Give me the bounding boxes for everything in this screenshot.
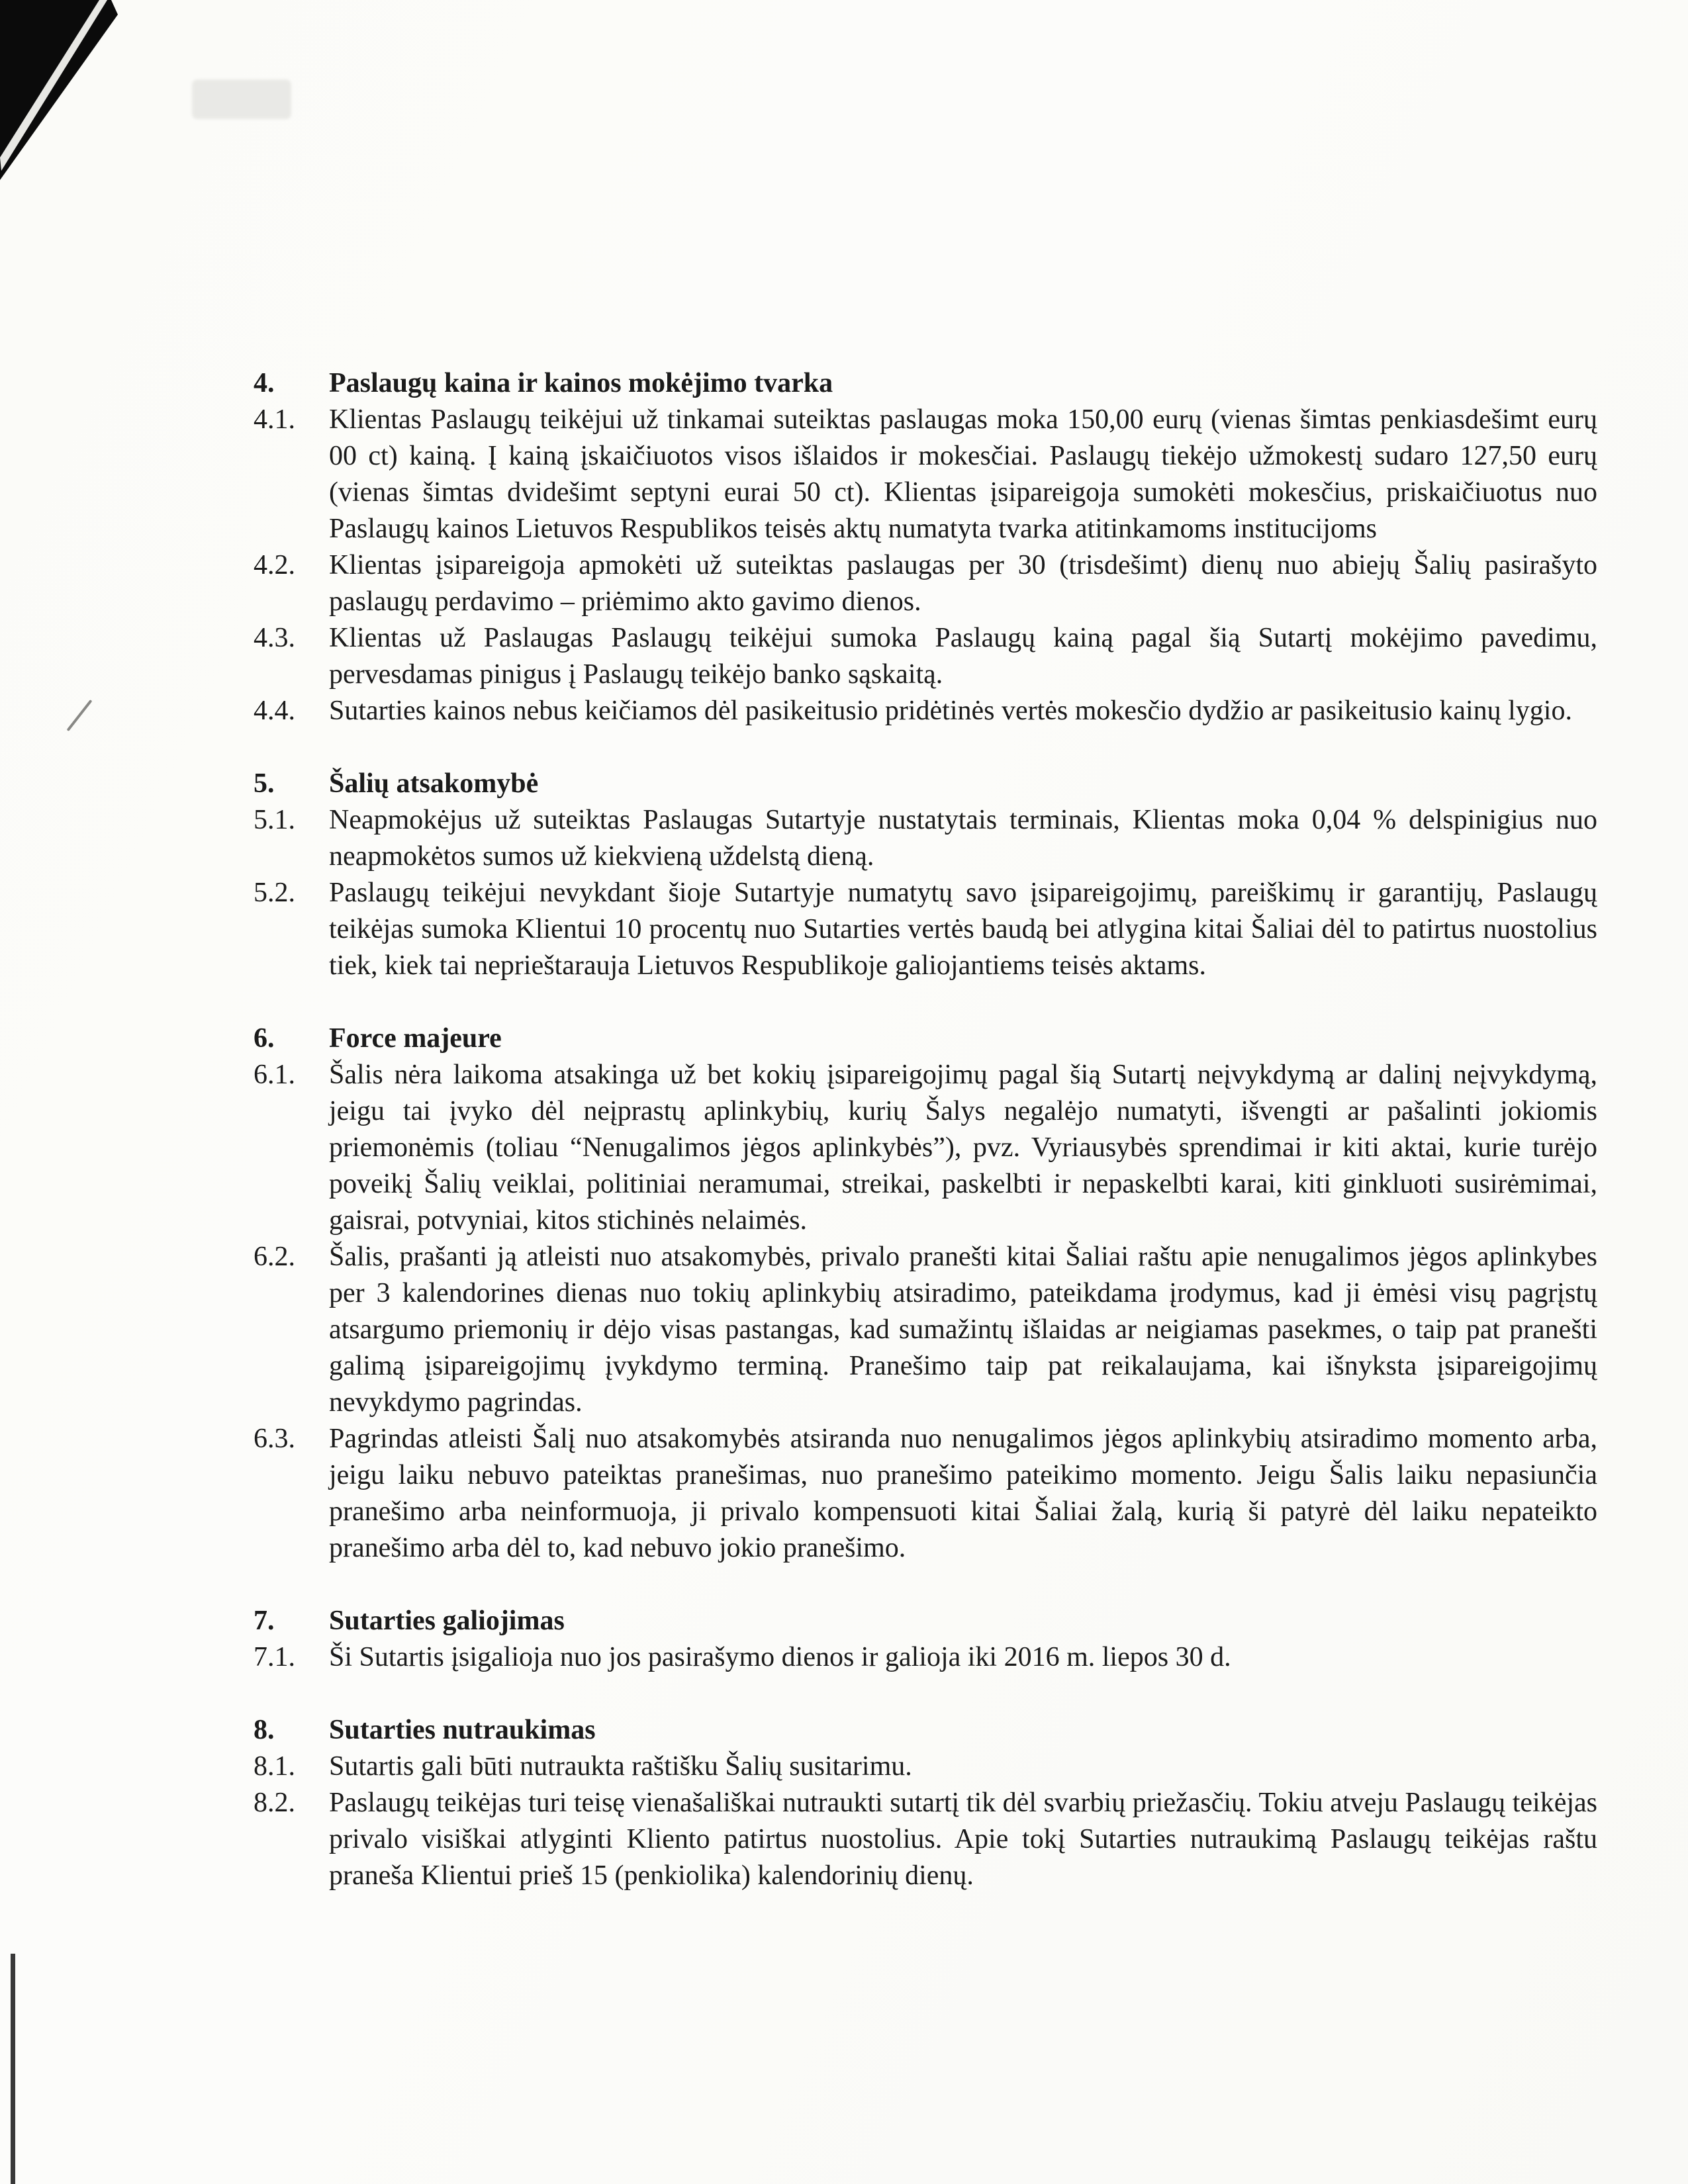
section-heading: [254, 365, 1597, 402]
contract-clause: [254, 802, 1597, 875]
clause-number: 5.1.: [254, 805, 295, 835]
clause-number: 4.4.: [254, 696, 295, 726]
contract-section: [254, 1603, 1597, 1676]
clause-number: 6.1.: [254, 1060, 295, 1090]
section-title: Sutarties galiojimas: [329, 1606, 565, 1636]
section-number: 8.: [254, 1715, 275, 1745]
section-title: Sutarties nutraukimas: [329, 1715, 596, 1745]
contract-clause: [254, 620, 1597, 693]
contract-section: [254, 766, 1597, 984]
clause-number: 6.3.: [254, 1424, 295, 1454]
clause-text: Neapmokėjus už suteiktas Paslaugas Sutartyje nustatytais terminais, Klientas moka 0,04 % delspinigius nuo neapmokėtos sumos už kiekvieną uždelstą dieną.: [329, 805, 1597, 872]
clause-text: Paslaugų teikėjui nevykdant šioje Sutartyje numatytų savo įsipareigojimų, pareiškimų ir garantijų, Paslaugų teikėjas sumoka Klientui 10 procentų nuo Sutarties vertės baudą bei atlygina kitai Šaliai dėl to patirtus nuostolius tiek, kiek tai neprieštarauja Lietuvos Respublikoje galiojantiems teisės aktams.: [329, 878, 1597, 981]
scan-smudge-artifact: [192, 79, 291, 119]
section-title: Paslaugų kaina ir kainos mokėjimo tvarka: [329, 368, 833, 398]
clause-text: Sutarties kainos nebus keičiamos dėl pasikeitusio pridėtinės vertės mokesčio dydžio ar pasikeitusio kainų lygio.: [329, 696, 1572, 726]
clause-number: 4.2.: [254, 550, 295, 580]
clause-text: Ši Sutartis įsigalioja nuo jos pasirašymo dienos ir galioja iki 2016 m. liepos 30 d.: [329, 1642, 1231, 1672]
section-title: Šalių atsakomybė: [329, 768, 539, 799]
section-number: 5.: [254, 768, 275, 799]
clause-text: Klientas įsipareigoja apmokėti už suteiktas paslaugas per 30 (trisdešimt) dienų nuo abiejų Šalių pasirašyto paslaugų perdavimo – priėmimo akto gavimo dienos.: [329, 550, 1597, 617]
clause-text: Sutartis gali būti nutraukta raštišku Šalių susitarimu.: [329, 1751, 912, 1782]
document-sections: [254, 365, 1597, 1894]
section-heading: [254, 1603, 1597, 1639]
contract-clause: [254, 1239, 1597, 1421]
clause-number: 5.2.: [254, 878, 295, 908]
contract-clause: [254, 1785, 1597, 1894]
contract-clause: [254, 875, 1597, 984]
clause-text: Paslaugų teikėjas turi teisę vienašališkai nutraukti sutartį tik dėl svarbių priežasčių. Tokiu atveju Paslaugų teikėjas privalo visiškai atlyginti Kliento patirtus nuostolius. Apie tokį Sutarties nutraukimą Paslaugų teikėjas raštu praneša Klientui prieš 15 (penkiolika) kalendorinių dienų.: [329, 1788, 1597, 1891]
clause-text: Klientas Paslaugų teikėjui už tinkamai suteiktas paslaugas moka 150,00 eurų (vienas šimtas penkiasdešimt eurų 00 ct) kainą. Į kainą įskaičiuotos visos išlaidos ir mokesčiai. Paslaugų tiekėjo užmokestį sudaro 127,50 eurų (vienas šimtas dvidešimt septyni eurai 50 ct). Klientas įsipareigoja sumokėti mokesčius, priskaičiuotus nuo Paslaugų kainos Lietuvos Respublikos teisės aktų numatyta tvarka atitinkamoms institucijoms: [329, 404, 1597, 544]
contract-clause: [254, 1749, 1597, 1785]
clause-number: 4.1.: [254, 404, 295, 435]
left-margin-mark-artifact: [67, 700, 93, 731]
clause-text: Pagrindas atleisti Šalį nuo atsakomybės atsiranda nuo nenugalimos jėgos aplinkybių atsiradimo momento arba, jeigu laiku nebuvo pateiktas pranešimas, nuo pranešimo pateikimo momento. Jeigu Šalis laiku nepasiunčia pranešimo arba neinformuoja, ji privalo kompensuoti kitai Šaliai žalą, kurią ši patyrė dėl laiku nepateikto pranešimo arba dėl to, kad nebuvo jokio pranešimo.: [329, 1424, 1597, 1563]
bottom-left-edge-artifact: [11, 1954, 15, 2184]
section-items: [254, 1057, 1597, 1567]
section-number: 7.: [254, 1606, 275, 1636]
section-number: 6.: [254, 1023, 275, 1054]
section-items: [254, 1749, 1597, 1894]
contract-clause: [254, 1057, 1597, 1239]
contract-clause: [254, 1421, 1597, 1567]
clause-text: Klientas už Paslaugas Paslaugų teikėjui sumoka Paslaugų kainą pagal šią Sutartį mokėjimo pavedimu, pervesdamas pinigus į Paslaugų teikėjo banko sąskaitą.: [329, 623, 1597, 690]
contract-section: [254, 365, 1597, 729]
clause-text: Šalis nėra laikoma atsakinga už bet kokių įsipareigojimų pagal šią Sutartį neįvykdymą ar dalinį neįvykdymą, jeigu tai įvyko dėl neįprastų aplinkybių, kurių Šalys negalėjo numatyti, išvengti ar pašalinti jokiomis priemonėmis (toliau “Nenugalimos jėgos aplinkybės”), pvz. Vyriausybės sprendimai ir kiti aktai, kurie turėjo poveikį Šalių veiklai, politiniai neramumai, streikai, paskelbti ir nepaskelbti karai, kiti ginkluoti susirėmimai, gaisrai, potvyniai, kitos stichinės nelaimės.: [329, 1060, 1597, 1236]
clause-text: Šalis, prašanti ją atleisti nuo atsakomybės, privalo pranešti kitai Šaliai raštu apie nenugalimos jėgos aplinkybes per 3 kalendorines dienas nuo tokių aplinkybių atsiradimo, pateikdama įrodymus, kad ji ėmėsi visų pagrįstų atsargumo priemonių ir dėjo visas pastangas, kad sumažintų išlaidas ar neigiamas pasekmes, o taip pat pranešti galimą įsipareigojimų įvykdymo terminą. Pranešimo taip pat reikalaujama, kai išnyksta įsipareigojimų nevykdymo pagrindas.: [329, 1242, 1597, 1418]
section-number: 4.: [254, 368, 275, 398]
clause-number: 6.2.: [254, 1242, 295, 1272]
section-heading: [254, 1712, 1597, 1749]
contract-clause: [254, 402, 1597, 547]
contract-section: [254, 1021, 1597, 1567]
section-heading: [254, 1021, 1597, 1057]
clause-number: 8.2.: [254, 1788, 295, 1818]
section-heading: [254, 766, 1597, 802]
contract-clause: [254, 547, 1597, 620]
clause-number: 7.1.: [254, 1642, 295, 1672]
section-items: [254, 1639, 1597, 1676]
section-items: [254, 402, 1597, 729]
section-title: Force majeure: [329, 1023, 502, 1054]
contract-section: [254, 1712, 1597, 1894]
clause-number: 8.1.: [254, 1751, 295, 1782]
contract-clause: [254, 693, 1597, 729]
clause-number: 4.3.: [254, 623, 295, 653]
section-items: [254, 802, 1597, 984]
contract-clause: [254, 1639, 1597, 1676]
